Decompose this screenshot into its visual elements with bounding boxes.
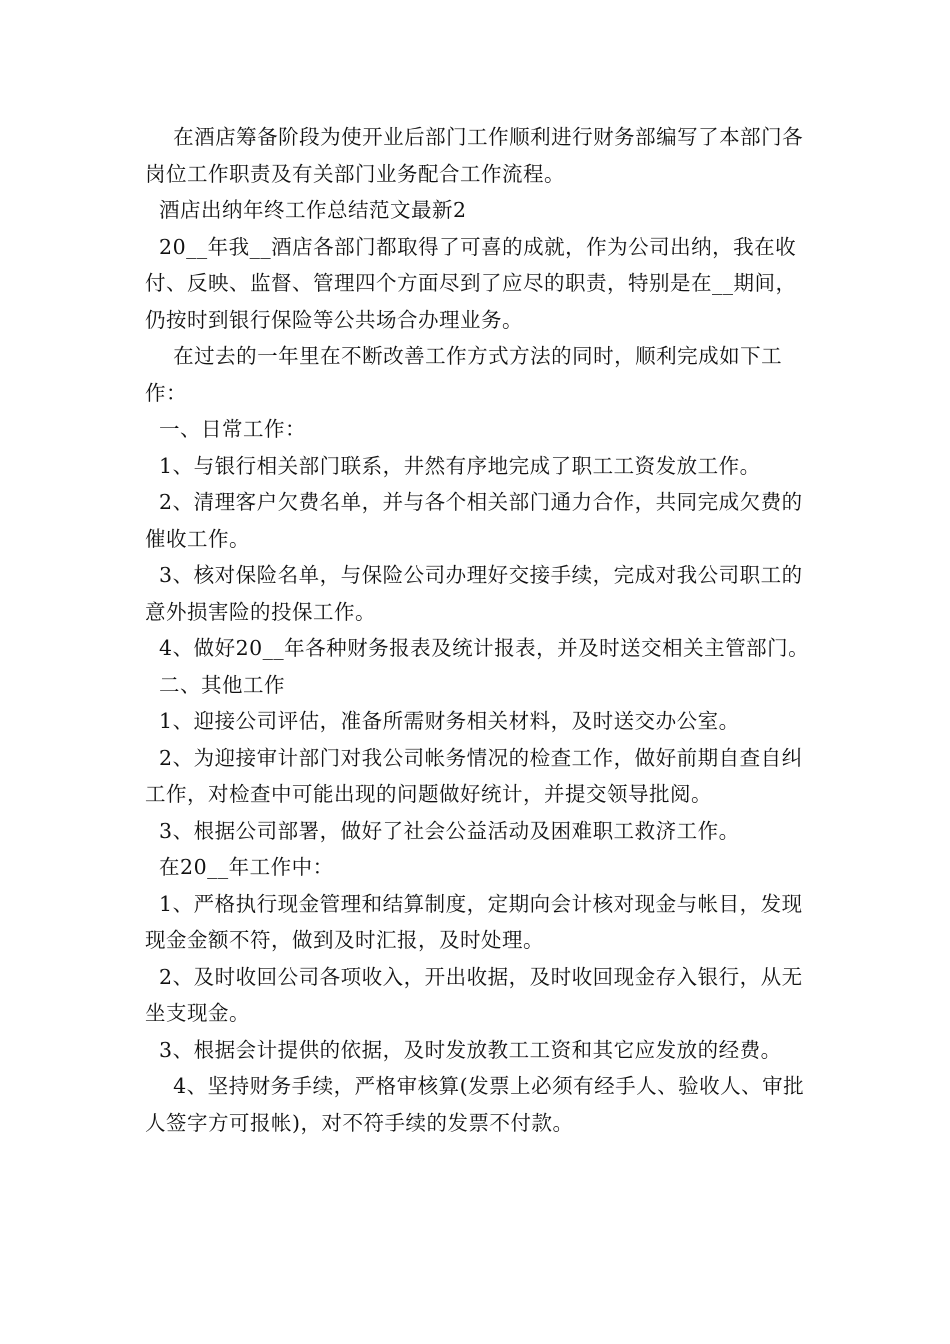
list-item-daily-1: 1、与银行相关部门联系，井然有序地完成了职工工资发放工作。 (145, 453, 761, 478)
list-item-year-3: 3、根据会计提供的依据，及时发放教工工资和其它应发放的经费。 (145, 1037, 782, 1062)
list-item-year-1: 1、严格执行现金管理和结算制度，定期向会计核对现金与帐目，发现现金金额不符，做到及时汇报，及时处理。 (145, 891, 803, 952)
list-item-other-3: 3、根据公司部署，做好了社会公益活动及困难职工救济工作。 (145, 818, 740, 843)
document-body (145, 119, 815, 1141)
paragraph-intro: 在酒店筹备阶段为使开业后部门工作顺利进行财务部编写了本部门各岗位工作职责及有关部门业务配合工作流程。 (145, 125, 804, 186)
list-item-year-2: 2、及时收回公司各项收入，开出收据，及时收回现金存入银行，从无坐支现金。 (145, 964, 803, 1025)
list-item-daily-3: 3、核对保险名单，与保险公司办理好交接手续，完成对我公司职工的意外损害险的投保工作。 (145, 563, 803, 624)
list-item-daily-4: 4、做好20__年各种财务报表及统计报表，并及时送交相关主管部门。 (145, 636, 810, 660)
section-heading-year-work: 在20__年工作中： (145, 855, 334, 879)
list-item-other-1: 1、迎接公司评估，准备所需财务相关材料，及时送交办公室。 (145, 709, 740, 733)
list-item-other-2: 2、为迎接审计部门对我公司帐务情况的检查工作，做好前期自查自纠工作，对检查中可能出现的问题做好统计，并提交领导批阅。 (145, 745, 803, 806)
paragraph-opening: 20__年我__酒店各部门都取得了可喜的成就，作为公司出纳，我在收付、反映、监督、管理四个方面尽到了应尽的职责，特别是在__期间，仍按时到银行保险等公共场合办理业务。 (145, 234, 797, 332)
section-heading-daily-work: 一、日常工作： (145, 417, 307, 441)
list-item-year-4: 4、坚持财务手续，严格审核算(发票上必须有经手人、验收人、审批人签字方可报帐)，对不符手续的发票不付款。 (145, 1074, 805, 1135)
paragraph-overview: 在过去的一年里在不断改善工作方式方法的同时，顺利完成如下工作： (145, 344, 783, 405)
section-heading-other-work: 二、其他工作 (145, 672, 286, 697)
paragraph-article-title: 酒店出纳年终工作总结范文最新2 (145, 198, 467, 222)
list-item-daily-2: 2、清理客户欠费名单，并与各个相关部门通力合作，共同完成欠费的催收工作。 (145, 490, 803, 551)
